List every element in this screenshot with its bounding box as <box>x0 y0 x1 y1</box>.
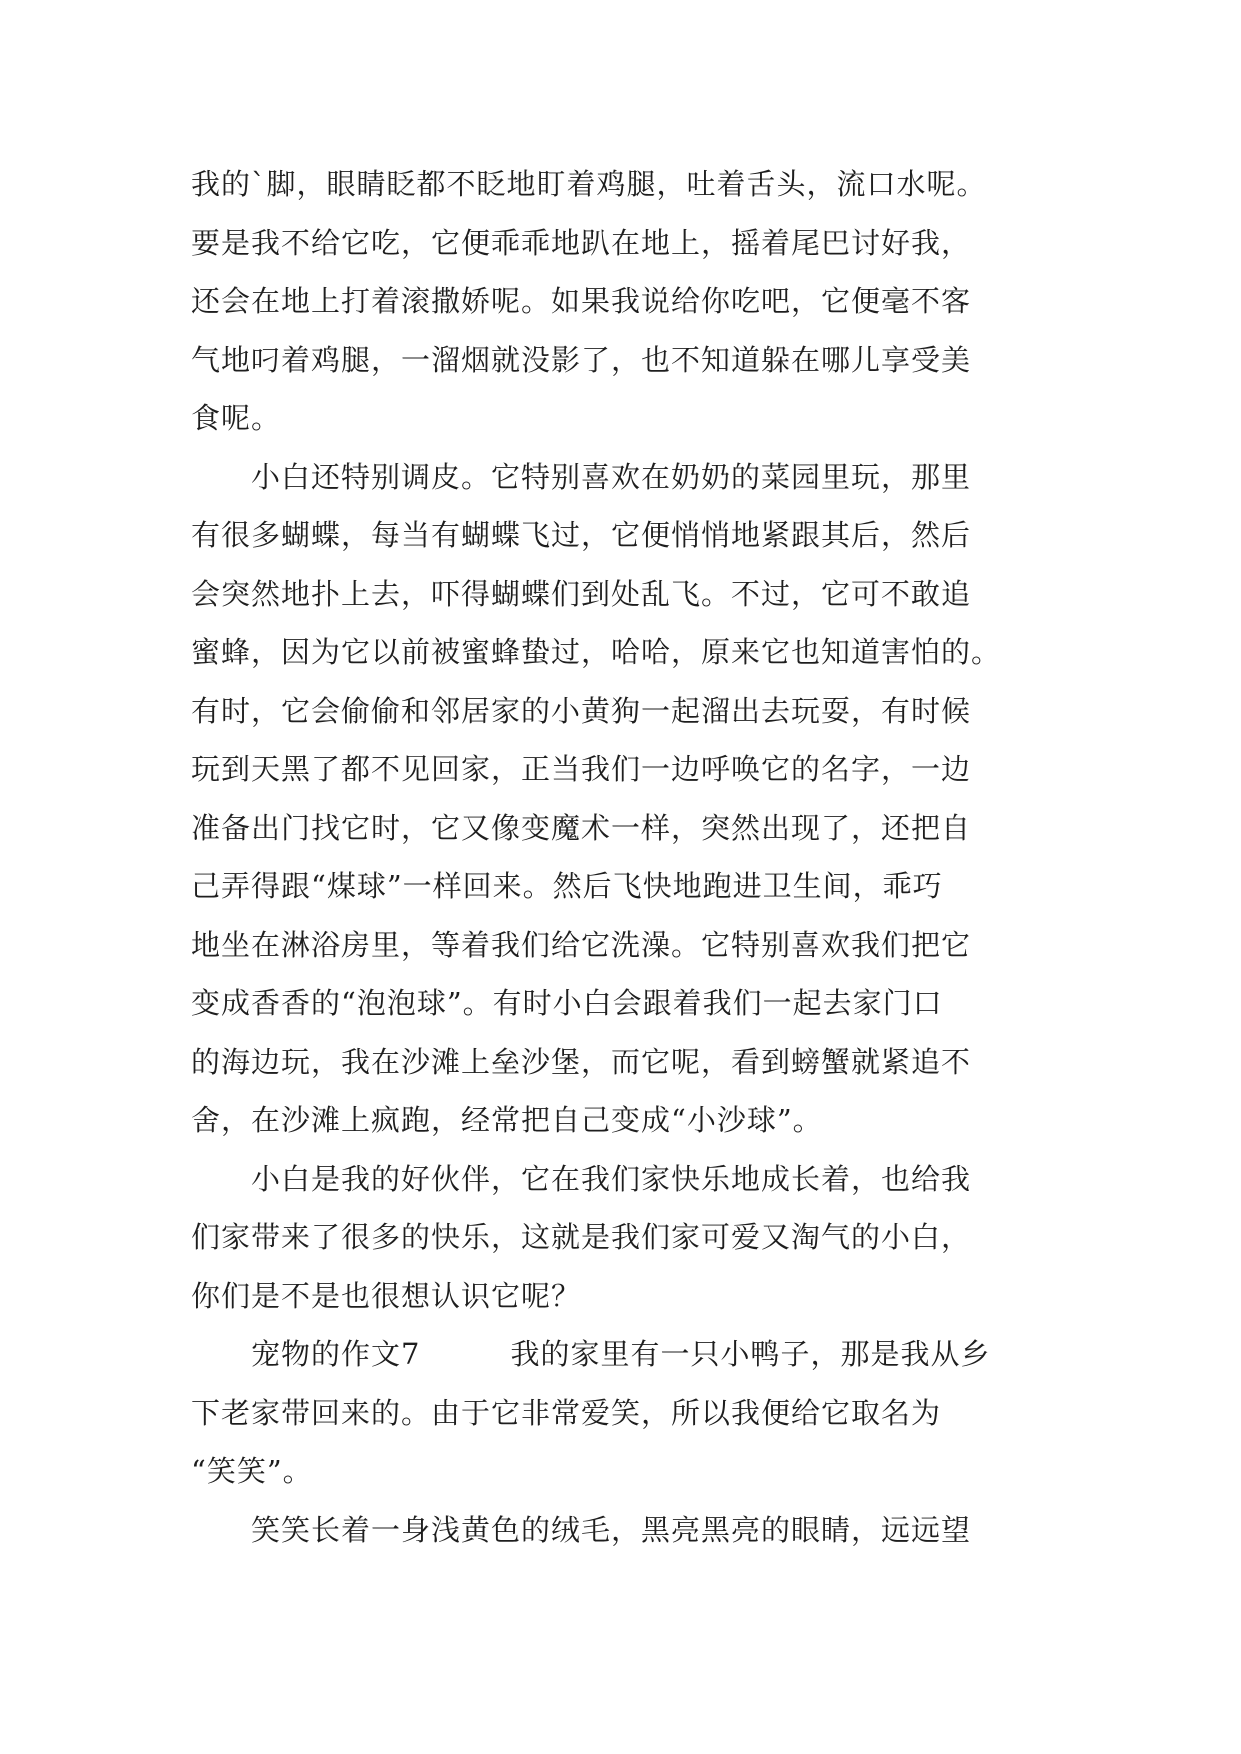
text-line: 气地叼着鸡腿，一溜烟就没影了，也不知道躲在哪儿享受美 <box>191 342 972 377</box>
text-line: 们家带来了很多的快乐，这就是我们家可爱又淘气的小白， <box>191 1220 972 1254</box>
text-line: 己弄得跟“煤球”一样回来。然后飞快地跑进卫生间，乖巧 <box>191 869 943 903</box>
text-line: 宠物的作文7 我的家里有一只小鸭子，那是我从乡 <box>191 1337 991 1371</box>
text-line: 笑笑长着一身浅黄色的绒毛，黑亮黑亮的眼睛，远远望 <box>191 1512 972 1547</box>
paragraph-naughty <box>191 448 1061 1150</box>
paragraph-good-partner <box>191 1150 1061 1326</box>
paragraph-duck-description <box>191 1501 1061 1560</box>
text-line: 变成香香的“泡泡球”。有时小白会跟着我们一起去家门口 <box>191 986 943 1020</box>
text-line: 有时，它会偷偷和邻居家的小黄狗一起溜出去玩耍，有时候 <box>191 693 972 728</box>
essay-body <box>191 155 1061 1559</box>
text-line: 玩到天黑了都不见回家，正当我们一边呼唤它的名字，一边 <box>191 752 972 786</box>
text-line: 你们是不是也很想认识它呢？ <box>191 1278 582 1313</box>
text-line: 小白还特别调皮。它特别喜欢在奶奶的菜园里玩，那里 <box>191 459 972 494</box>
text-line: 准备出门找它时，它又像变魔术一样，突然出现了，还把自 <box>191 810 972 845</box>
text-line: 我的`脚，眼睛眨都不眨地盯着鸡腿，吐着舌头，流口水呢。 <box>191 167 987 201</box>
text-line: 小白是我的好伙伴，它在我们家快乐地成长着，也给我 <box>191 1161 972 1196</box>
text-line: 有很多蝴蝶，每当有蝴蝶飞过，它便悄悄地紧跟其后，然后 <box>191 518 972 552</box>
text-line: 会突然地扑上去，吓得蝴蝶们到处乱飞。不过，它可不敢追 <box>191 576 972 611</box>
text-line: 还会在地上打着滚撒娇呢。如果我说给你吃吧，它便毫不客 <box>191 284 972 318</box>
text-line: 食呢。 <box>191 401 282 435</box>
text-line: 的海边玩，我在沙滩上垒沙堡，而它呢，看到螃蟹就紧追不 <box>191 1044 972 1079</box>
text-line: “笑笑”。 <box>191 1454 313 1488</box>
text-line: 下老家带回来的。由于它非常爱笑，所以我便给它取名为 <box>191 1395 942 1430</box>
paragraph-chicken-leg <box>191 155 1061 448</box>
text-line: 要是我不给它吃，它便乖乖地趴在地上，摇着尾巴讨好我， <box>191 225 972 260</box>
text-line: 舍，在沙滩上疯跑，经常把自己变成“小沙球”。 <box>191 1103 823 1137</box>
text-line: 蜜蜂，因为它以前被蜜蜂蛰过，哈哈，原来它也知道害怕的。 <box>191 635 1002 669</box>
text-line: 地坐在淋浴房里，等着我们给它洗澡。它特别喜欢我们把它 <box>191 927 972 962</box>
paragraph-essay-7-intro <box>191 1325 1061 1501</box>
